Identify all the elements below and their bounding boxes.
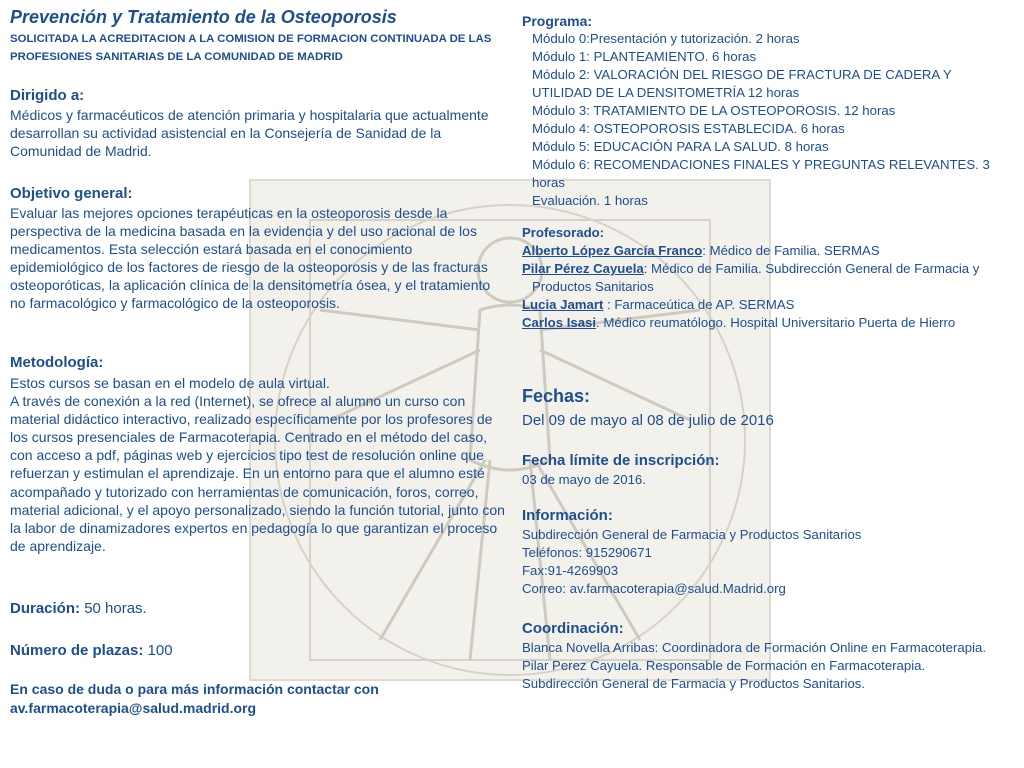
dirigido-text: Médicos y farmacéuticos de atención primaria y hospitalaria que actualmente desarrollan su actividad asistencial en la Consejería de Sanidad de la Comunidad de Madrid.	[10, 107, 489, 160]
informacion-line: Fax:91-4269903	[522, 563, 619, 578]
profesor-name: Carlos Isasi	[522, 315, 597, 330]
limite-text: 03 de mayo de 2016.	[522, 472, 646, 487]
module-item: Módulo 4: OSTEOPOROSIS ESTABLECIDA. 6 horas	[532, 121, 845, 136]
profesor-item	[522, 314, 992, 332]
coordinacion-line: Pilar Perez Cayuela. Responsable de Formación en Farmacoterapia. Subdirección General de Farmacia y Productos Sanitarios.	[522, 658, 926, 691]
profesor-name: Lucia Jamart	[522, 297, 604, 312]
duracion-value: 50 horas.	[84, 600, 147, 617]
coordinacion-line: Blanca Novella Arribas: Coordinadora de Formación Online en Farmacoterapia.	[522, 640, 986, 655]
profesor-role: : Médico de Familia. SERMAS	[702, 243, 880, 258]
accreditation-note: SOLICITADA LA ACREDITACION A LA COMISION DE FORMACION CONTINUADA DE LAS PROFESIONES SANITARIAS DE LA COMUNIDAD DE MADRID	[10, 33, 492, 63]
objetivo-text: Evaluar las mejores opciones terapéuticas en la osteoporosis desde la perspectiva de la medicina basada en la evidencia y del uso racional de los medicamentos. Esta selección estará basada en el conocimiento epidemiológico de los factores de riesgo de la osteoporosis y de las fracturas osteoporóticas, la aplicación clínica de la densitometría ósea, y el tratamiento no farmacológico y farmacológico de la osteoporosis.	[10, 205, 491, 312]
informacion-line: Teléfonos: 915290671	[522, 545, 652, 560]
profesorado-list	[522, 242, 992, 332]
module-item: Módulo 2: VALORACIÓN DEL RIESGO DE FRACTURA DE CADERA Y UTILIDAD DE LA DENSITOMETRÍA 12 horas	[532, 67, 952, 100]
informacion-line[interactable]: Correo: av.farmacoterapia@salud.Madrid.org	[522, 581, 786, 596]
profesor-item	[522, 260, 992, 296]
fechas-text: Del 09 de mayo al 08 de julio de 2016	[522, 412, 774, 429]
profesor-role: : Farmaceútica de AP. SERMAS	[603, 297, 795, 312]
duracion-label: Duración:	[10, 600, 81, 617]
profesor-role: : Médico de Familia. Subdirección General de Farmacia y Productos Sanitarios	[532, 261, 980, 294]
dirigido-heading: Dirigido a:	[10, 87, 85, 104]
module-item: Módulo 5: EDUCACIÓN PARA LA SALUD. 8 horas	[532, 139, 829, 154]
profesor-role: . Médico reumatólogo. Hospital Universitario Puerta de Hierro	[596, 315, 956, 330]
coordinacion-list	[522, 639, 992, 693]
fechas-heading: Fechas:	[522, 386, 591, 406]
programa-module-list	[522, 30, 1002, 210]
module-item: Módulo 0:Presentación y tutorización. 2 horas	[532, 31, 800, 46]
module-item: Módulo 3: TRATAMIENTO DE LA OSTEOPOROSIS. 12 horas	[532, 103, 896, 118]
informacion-list	[522, 526, 992, 598]
metodologia-heading: Metodología:	[10, 354, 104, 371]
profesor-item	[522, 296, 992, 314]
profesor-name: Alberto López García Franco	[522, 243, 703, 258]
profesor-name: Pilar Pérez Cayuela	[522, 261, 644, 276]
limite-heading: Fecha límite de inscripción:	[522, 452, 720, 469]
contact-email[interactable]: av.farmacoterapia@salud.madrid.org	[10, 700, 257, 716]
coordinacion-heading: Coordinación:	[522, 620, 624, 637]
duracion-line	[10, 600, 147, 618]
plazas-line	[10, 642, 173, 660]
module-item: Módulo 1: PLANTEAMIENTO. 6 horas	[532, 49, 757, 64]
module-item: Evaluación. 1 horas	[532, 193, 648, 208]
page-title: Prevención y Tratamiento de la Osteoporosis	[10, 7, 397, 27]
objetivo-heading: Objetivo general:	[10, 185, 133, 202]
contact-line: En caso de duda o para más información contactar con	[10, 681, 379, 697]
plazas-value: 100	[147, 642, 173, 659]
informacion-line: Subdirección General de Farmacia y Productos Sanitarios	[522, 527, 862, 542]
plazas-label: Número de plazas:	[10, 642, 144, 659]
programa-heading: Programa:	[522, 13, 593, 29]
profesor-item	[522, 242, 992, 260]
informacion-heading: Información:	[522, 507, 613, 524]
metodologia-text: Estos cursos se basan en el modelo de aula virtual. A través de conexión a la red (Internet), se ofrece al alumno un curso con material didáctico interactivo, realizado específicamente por los profesores de los cursos presenciales de Farmacoterapia. Centrado en el método del caso, con acceso a pdf, páginas web y ejercicios tipo test de resolución online que refuerzan y estimulan el aprendizaje. En un entorno para que el alumno esté acompañado y tutorizado con herramientas de comunicación, foros, correo, material adicional, y el apoyo personalizado, siendo la función tutorial, junto con la labor de dinamizadores expertos en pedagogía lo que garantizan el proceso de aprendizaje.	[10, 375, 505, 554]
module-item: Módulo 6: RECOMENDACIONES FINALES Y PREGUNTAS RELEVANTES. 3 horas	[532, 157, 990, 190]
profesorado-heading: Profesorado:	[522, 225, 605, 240]
